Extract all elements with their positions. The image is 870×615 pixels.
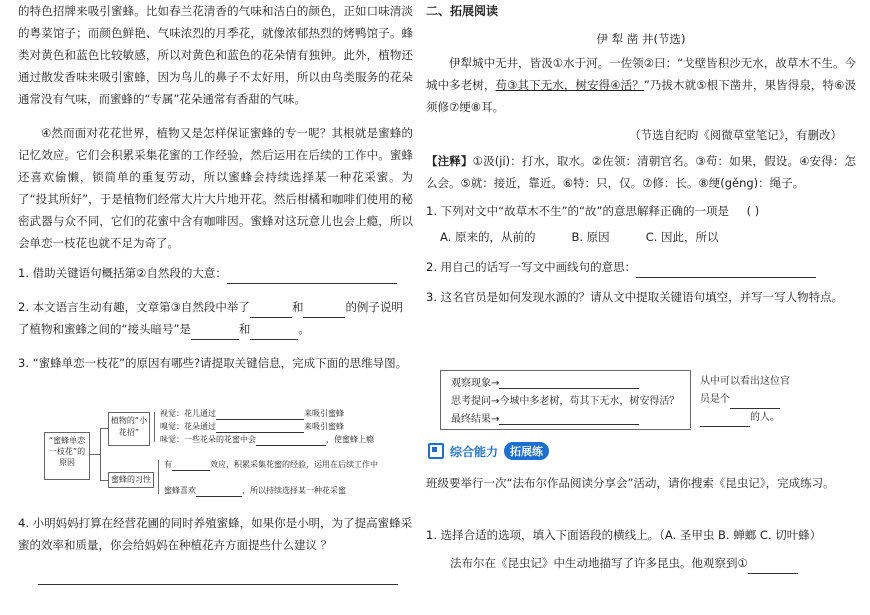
passage-title: 伊 犁 凿 井(节选) [596,32,686,46]
right-question-1-text: 1. 下列对文中“故草木不生”的“故”的意思解释正确的一项是 [426,204,729,218]
right-question-4-passage: 法布尔在《昆虫记》中生动地描写了许多昆虫。他观察到① [450,556,748,570]
section-badge [428,442,549,460]
classical-passage [426,52,856,118]
mind-leaf-lazy [164,484,346,497]
answer-blank-4[interactable] [38,570,398,585]
badge-title: 综合能力 [450,444,499,459]
question-4: 4. 小明妈妈打算在经营花圃的同时养殖蜜蜂，如果你是小明，为了提高蜜蜂采蜜的效率和质量，你会给妈妈在种植花卉方面提些什么建议 ？ [18,516,413,552]
answer-blank-2b[interactable] [303,303,345,318]
mind-leaf-sight [160,407,344,420]
leaf-memory-text-b: 效应，积累采集花蜜的经验，运用在后续工作中 [210,460,378,469]
leaf-memory-text-a: 有 [164,460,172,469]
answer-blank-r2[interactable] [636,263,816,278]
box-line-think: 思考提问→今城中多老树，苟其下无水，树安得活？ [451,396,680,407]
question-2-text-e: 和 [238,322,251,336]
annotation-block [426,150,856,194]
question-2-text-c: 的例子说明 [345,300,403,314]
mind-blank-4[interactable] [172,460,210,471]
leaf-taste-text-a: 味觉：一些花朵的花蜜中会 [160,435,256,444]
leaf-smell-text-b: 来吸引蜜蜂 [304,422,344,431]
mind-map-branch-plants: 植物的“小花招” [108,412,150,446]
box-blank-trait-2[interactable] [700,416,750,427]
mind-map-root: “蜜蜂单恋一枝花”的原因 [44,432,90,480]
answer-box-left [440,370,691,430]
passage-text-a: 伊犁城中无井，皆汲①水于河。一佐领②曰：“戈壁皆积沙无水，故草木不生。今城中多老树， [426,56,856,92]
mind-blank-5[interactable] [196,486,242,497]
annotation-label: 【注释】 [426,154,473,168]
option-a[interactable]: A. 原来的，从前的 [440,230,536,244]
connector-branch-2 [100,480,108,481]
answer-blank-2c[interactable] [191,325,239,340]
leaf-taste-text-b: ，使蜜蜂上瘾 [326,435,374,444]
passage-source: （节选自纪昀《阅微草堂笔记》，有删改） [629,128,842,142]
activity-intro: 班级要举行一次“法布尔作品阅读分享会”活动，请你搜索《昆虫记》，完成练习。 [426,476,835,490]
question-2 [18,296,413,340]
option-c[interactable]: C. 因此，所以 [645,230,719,244]
question-2-text-d: 了植物和蜜蜂之间的“接头暗号”是 [18,322,191,336]
passage-text-b: ”乃拔木就⑤根下凿井，果皆得泉，特⑥汲须修⑦绠⑧耳。 [426,78,857,114]
answer-blank-r4[interactable] [748,559,798,574]
answer-blank-2a[interactable] [250,303,292,318]
right-question-4: 1. 选择合适的选项，填入下面语段的横线上。（A. 圣甲虫 B. 蝉螂 C. 切叶蜂） [426,528,822,542]
badge-pill: 拓展练 [504,442,549,460]
badge-book-icon [428,443,444,459]
left-column [18,0,413,615]
right-question-1 [426,200,856,222]
question-3: 3. “蜜蜂单恋一枝花”的原因有哪些?请提取关键信息，完成下面的思维导图。 [18,356,408,370]
option-b[interactable]: B. 原因 [571,230,610,244]
connector-vertical-1 [100,428,101,480]
mind-map [42,410,422,505]
mind-leaf-taste [160,433,374,446]
box-divider [690,370,691,428]
box-result-label: 最终结果→ [451,414,500,425]
passage-paragraph-4: ④然而面对花花世界，植物又是怎样保证蜜蜂的专一呢？其根就是蜜蜂的记忆效应。它们会积累采集花蜜的工作经验，然后运用在后续的工作中。蜜蜂还喜欢偷懒，锁简单的重复劳动，所以蜜蜂会持续选择某一种花采蜜。为了“投其所好”，于是植物们经常大片大片地开花。然后柑橘和咖啡们使用的秘密武器与众不同，它们的花蜜中含有咖啡因。蜜蜂对这玩意儿也会上瘾，所以会单恋一枝花也就不足为奇了。 [18,126,413,250]
leaf-smell-text-a: 嗅觉：花朵通过 [160,422,216,431]
right-question-2 [426,256,856,278]
leaf-sight-text-b: 来吸引蜜蜂 [304,409,344,418]
connector-vertical-3 [158,460,159,494]
box-right-line-1: 从中可以看出这位官 [700,376,790,387]
mind-blank-3[interactable] [256,435,326,446]
box-right-text-3: 的人。 [750,412,780,423]
right-question-1-options [426,226,856,248]
box-observe-label: 观察现象→ [451,378,500,389]
box-blank-observe[interactable] [499,378,639,389]
connector-vertical-2 [154,412,155,442]
right-question-2-text: 2. 用自己的话写一写文中画线句的意思： [426,260,637,274]
right-column [426,0,856,615]
mind-leaf-smell [160,420,344,433]
box-line-result [451,410,639,425]
leaf-sight-text-a: 视觉：花儿通过 [160,409,216,418]
connector-branch-1 [100,428,108,429]
box-right-line-2 [700,391,790,409]
mind-leaf-memory [164,458,378,471]
box-line-observe [451,374,639,389]
answer-box [440,370,830,428]
question-2-text-f: 。 [298,322,310,336]
mind-blank-1[interactable] [216,409,304,420]
box-right [700,373,790,427]
mind-blank-2[interactable] [216,422,304,433]
answer-blank-2d[interactable] [250,325,298,340]
box-right-line-3 [700,409,790,427]
question-2-text-a: 2. 本文语言生动有趣，文章第③自然段中举了 [18,300,250,314]
box-right-text-2: 员是个 [700,394,730,405]
box-blank-trait-1[interactable] [730,398,780,409]
question-1 [18,262,413,284]
connector-root [90,454,100,455]
answer-paren[interactable]: ( ) [746,204,760,218]
right-question-3: 3. 这名官员是如何发现水源的？请从文中提取关键语句填空，并写一写人物特点。 [426,290,844,304]
leaf-lazy-text-a: 蜜蜂喜欢 [164,486,196,495]
mind-map-branch-bees: 蜜蜂的习性 [108,472,154,488]
question-2-text-b: 和 [291,300,304,314]
leaf-lazy-text-b: ，所以持续选择某一种花采蜜 [242,486,346,495]
answer-blank-1[interactable] [227,269,397,284]
section-heading: 二、拓展阅读 [426,4,499,18]
passage-paragraph-3: 的特色招牌来吸引蜜蜂。比如春兰花清香的气味和洁白的颜色，正如口味清淡的粤菜馆子；而颜色鲜艳、气味浓烈的月季花，就像浓郁热烈的烤鸭馆子。蜂类对黄色和蓝色比较敏感，所以对黄色和蓝色的花朵情有独钟。此外，植物还通过散发香味来吸引蜜蜂，因为鸟儿的鼻子不太好用，所以由鸟类服务的花朵通常没有气味，而蜜蜂的“专属”花朵通常有香甜的气味。 [18,4,413,106]
right-question-4-text [450,552,856,574]
question-1-text: 1. 借助关键语句概括第②自然段的大意： [18,266,227,280]
passage-underlined-sentence: 苟③其下无水，树安得④活？ [495,78,644,92]
box-blank-result[interactable] [499,414,639,425]
annotation-text: ①汲(jí)：打水，取水。②佐领：清朝官名。③苟：如果，假设。④安得：怎么会。⑤就：接近，靠近。⑥特：只，仅。⑦修：长。⑧绠(gěng)：绳子。 [426,154,856,190]
